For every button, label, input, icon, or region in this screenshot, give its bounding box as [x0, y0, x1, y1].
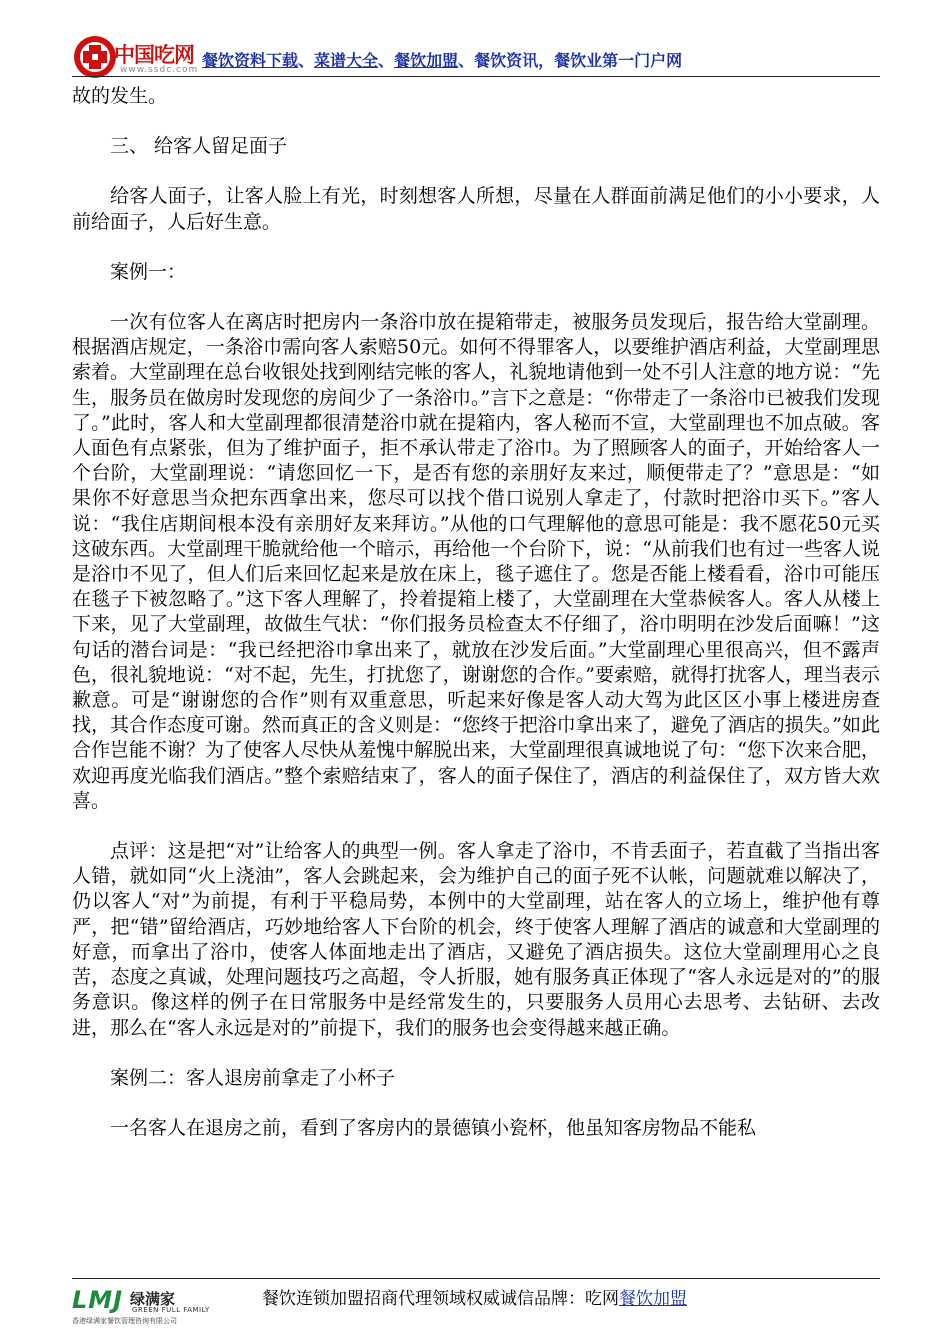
footer-logo-english: GREEN FULL FAMILY: [132, 1306, 210, 1314]
paragraph: 一次有位客人在离店时把房内一条浴巾放在提箱带走，被服务员发现后，报告给大堂副理。根据酒店规定，一条浴巾需向客人索赔50元。如何不得罪客人，以要维护酒店利益，大堂副理思索着。大堂副理在总台收银处找到刚结完帐的客人，礼貌地请他到一处不引人注意的地方说：“先生，服务员在做房时发现您的房间少了一条浴巾。”言下之意是：“你带走了一条浴巾已被我们发现了。”此时，客人和大堂副理都很清楚浴巾就在提箱内，客人秘而不宣，大堂副理也不加点破。客人面色有点紧张，但为了维护面子，拒不承认带走了浴巾。为了照顾客人的面子，开始给客人一个台阶，大堂副理说：“请您回忆一下，是否有您的亲朋好友来过，顺便带走了？”意思是：“如果你不好意思当众把东西拿出来，您尽可以找个借口说别人拿走了，付款时把浴巾买下。”客人说：“我住店期间根本没有亲朋好友来拜访。”从他的口气理解他的意思可能是：我不愿花50元买这破东西。大堂副理干脆就给他一个暗示，再给他一个台阶下，说：“从前我们也有过一些客人说是浴巾不见了，但人们后来回忆起来是放在床上，毯子遮住了。您是否能上楼看看，浴巾可能压在毯子下被忽略了。”这下客人理解了，拎着提箱上楼了，大堂副理在大堂恭候客人。客人从楼上下来，见了大堂副理，故做生气状：“你们报务员检查太不仔细了，浴巾明明在沙发后面嘛！”这句话的潜台词是：“我已经把浴巾拿出来了，就放在沙发后面。”大堂副理心里很高兴，但不露声色，很礼貌地说：“对不起，先生，打扰您了，谢谢您的合作。”要索赔，就得打扰客人，理当表示歉意。可是“谢谢您的合作”则有双重意思，听起来好像是客人动大驾为此区区小事上楼进房查找，其合作态度可谢。然而真正的含义则是：“您终于把浴巾拿出来了，避免了酒店的损失。”如此合作岂能不谢？为了使客人尽快从羞愧中解脱出来，大堂副理很真诚地说了句：“您下次来合肥，欢迎再度光临我们酒店。”整个索赔结束了，客人的面子保住了，酒店的利益保住了，双方皆大欢喜。: [72, 311, 880, 812]
case-heading: 案例一：: [110, 260, 187, 283]
paragraph-gap: [72, 1091, 880, 1116]
logo-badge-icon: [72, 34, 118, 80]
nav-separator: ，: [538, 51, 555, 70]
nav-link-franchise[interactable]: 餐饮加盟: [394, 51, 459, 70]
nav-separator: 、: [378, 51, 395, 70]
paragraph-gap: [72, 235, 880, 260]
footer-link-franchise[interactable]: 餐饮加盟: [619, 1289, 687, 1309]
paragraph: 故的发生。: [72, 85, 168, 107]
page-header: [72, 34, 880, 80]
section-heading: 三、 给客人留足面子: [110, 135, 288, 158]
footer-logo-name: 绿满家: [130, 1290, 176, 1308]
footer-logo-company: 香港绿满家餐饮管理咨询有限公司: [72, 1317, 177, 1325]
nav-link-portal[interactable]: 餐饮业第一门户网: [554, 51, 683, 70]
nav-link-recipes[interactable]: 菜谱大全: [314, 51, 379, 70]
site-logo[interactable]: [72, 34, 200, 80]
paragraph-gap: [72, 814, 880, 839]
footer-divider: [72, 1278, 880, 1279]
logo-title: 中国吃网: [114, 43, 194, 67]
nav-link-news[interactable]: 餐饮资讯: [474, 51, 539, 70]
paragraph-gap: [72, 109, 880, 134]
paragraph-gap: [72, 285, 880, 310]
header-divider: [72, 76, 880, 77]
footer-text: [262, 1284, 687, 1309]
nav-link-downloads[interactable]: 餐饮资料下载: [202, 51, 299, 70]
paragraph-gap: [72, 1041, 880, 1066]
paragraph: 一名客人在退房之前，看到了客房内的景德镇小瓷杯，他虽知客房物品不能私: [110, 1116, 757, 1139]
case-heading: 案例二：客人退房前拿走了小杯子: [110, 1066, 396, 1089]
paragraph: 给客人面子，让客人脸上有光，时刻想客人所想，尽量在人群面前满足他们的小小要求，人前给面子，人后好生意。: [72, 185, 880, 233]
footer-logo-mark: LMJ: [72, 1286, 124, 1314]
nav-separator: 、: [298, 51, 315, 70]
header-nav: [202, 48, 682, 71]
footer-caption: 餐饮连锁加盟招商代理领域权威诚信品牌：吃网: [262, 1289, 619, 1309]
nav-separator: 、: [458, 51, 475, 70]
logo-url: www.ssdc.com: [120, 65, 199, 75]
paragraph: 点评：这是把“对”让给客人的典型一例。客人拿走了浴巾，不肯丢面子，若直截了当指出客人错，就如同“火上浇油”，客人会跳起来，会为维护自己的面子死不认帐，问题就难以解决了，仍以客人“对”为前提，有利于平稳局势，本例中的大堂副理，站在客人的立场上，维护他有尊严，把“错”留给酒店，巧妙地给客人下台阶的机会，终于使客人理解了酒店的诚意和大堂副理的好意，而拿出了浴巾，使客人体面地走出了酒店，又避免了酒店损失。这位大堂副理用心之良苦，态度之真诚，处理问题技巧之高超，令人折服，她有服务真正体现了“客人永远是对的”的服务意识。像这样的例子在日常服务中是经常发生的，只要服务人员用心去思考、去钻研、去改进，那么在“客人永远是对的”前提下，我们的服务也会变得越来越正确。: [72, 840, 880, 1039]
document-body: [72, 84, 880, 1141]
paragraph-gap: [72, 159, 880, 184]
footer-logo: [72, 1282, 232, 1328]
